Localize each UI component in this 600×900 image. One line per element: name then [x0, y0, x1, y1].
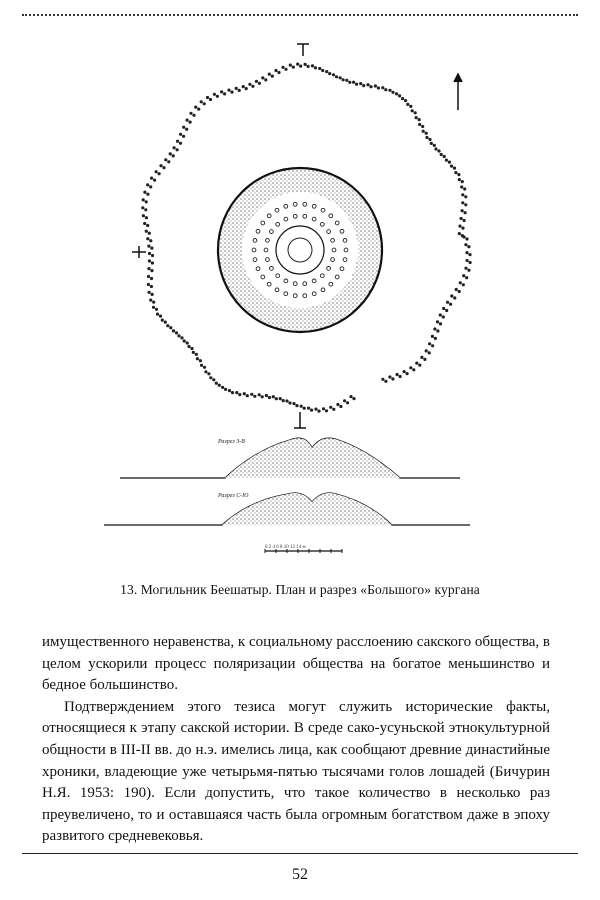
section-profile-north-south: [104, 493, 470, 525]
paragraph-1: имущественного неравенства, к социальному расслоению сакского общества, в целом ускорили процесс поляризации общества на богатое меньшинство и бедное большинство.: [42, 634, 550, 694]
top-decorative-rule: [22, 14, 578, 16]
section-profile-east-west: [120, 438, 460, 478]
figure-caption: 13. Могильник Беешатыр. План и разрез «Большого» кургана: [120, 582, 480, 597]
scale-bar: [265, 545, 342, 553]
body-text: [42, 632, 550, 848]
section-label-2: Разрез С-Ю: [218, 493, 249, 499]
section-label-1: Разрез З-В: [218, 439, 245, 445]
footer-rule: [22, 853, 578, 854]
kurgan-plan-figure: [0, 30, 600, 570]
paragraph-2: Подтверждением этого тезиса могут служить исторические факты, относящиеся к этапу сакской истории. В среде сако-усуньской этнокультурной общности в III-II вв. до н.э. имелись лица, как сообщают древние династийные хроники, владеющие уже четырьмя-пятью тысячами голов лошадей (Бичурин Н.Я. 1953: 190). Если допустить, что такое количество в несколько раз преувеличено, то и оставшаяся часть была огромным богатством даже в эпоху развитого средневековья.: [42, 698, 550, 845]
scale-label: 0 2 4 6 8 10 12 14 м: [265, 545, 306, 550]
page-number: 52: [292, 866, 308, 883]
mound-plan: [218, 168, 382, 332]
